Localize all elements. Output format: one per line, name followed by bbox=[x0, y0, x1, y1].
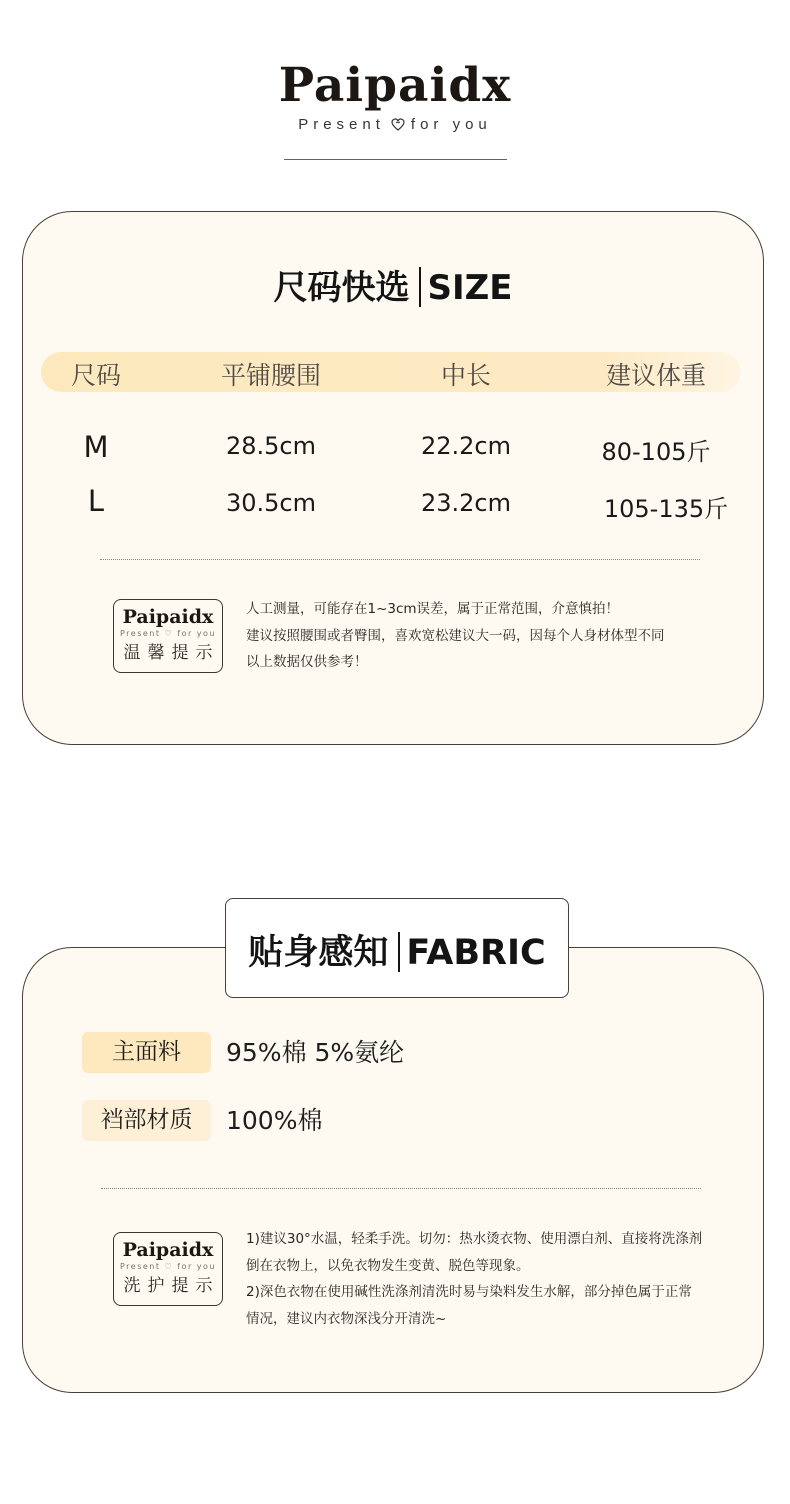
header-length: 中长 bbox=[440, 361, 491, 390]
size-title-en: SIZE bbox=[427, 268, 513, 308]
badge-label: 温馨提示 bbox=[123, 643, 220, 663]
care-notes bbox=[246, 1226, 702, 1332]
cuff-fabric-value: 100%棉 bbox=[226, 1106, 323, 1135]
title-separator bbox=[419, 267, 421, 307]
badge-label: 洗护提示 bbox=[123, 1276, 220, 1296]
fabric-title-en: FABRIC bbox=[406, 933, 546, 973]
fabric-title-cn: 贴身感知 bbox=[248, 933, 389, 973]
row-size: L bbox=[87, 484, 105, 518]
brand-tagline bbox=[0, 116, 790, 133]
tagline-present: Present bbox=[298, 116, 385, 133]
header-weight: 建议体重 bbox=[605, 361, 706, 390]
fabric-section-title bbox=[226, 925, 568, 975]
badge-brand: Paipaidx bbox=[122, 1239, 214, 1261]
note-line: 人工测量，可能存在1~3cm误差，属于正常范围，介意慎拍！ bbox=[246, 601, 620, 617]
size-title-cn: 尺码快选 bbox=[273, 268, 410, 308]
size-section-title bbox=[23, 260, 763, 309]
care-badge bbox=[113, 1232, 223, 1306]
main-fabric-value: 95%棉 5%氨纶 bbox=[226, 1038, 405, 1067]
row-weight: 105-135斤 bbox=[603, 495, 729, 523]
note-line: 情况，建议内衣物深浅分开清洗~ bbox=[246, 1310, 447, 1327]
row-waist: 28.5cm bbox=[225, 432, 316, 460]
note-line: 倒在衣物上，以免衣物发生变黄、脱色等现象。 bbox=[246, 1257, 530, 1274]
badge-tagline: Present ♡ for you bbox=[119, 629, 216, 638]
tips-badge bbox=[113, 599, 223, 673]
brand-logo: Paipaidx bbox=[278, 58, 512, 113]
row-length: 22.2cm bbox=[420, 432, 511, 460]
header-divider bbox=[284, 159, 507, 160]
size-table-header bbox=[41, 352, 741, 392]
tagline-for-you: for you bbox=[410, 116, 492, 133]
dotted-divider bbox=[101, 1188, 701, 1189]
note-line: 建议按照腰围或者臀围，喜欢宽松建议大一码，因每个人身材体型不同 bbox=[246, 627, 665, 644]
badge-tagline: Present ♡ for you bbox=[119, 1262, 216, 1271]
fabric-title-tab bbox=[225, 898, 569, 998]
fabric-card bbox=[22, 947, 764, 1393]
cuff-fabric-label: 裆部材质 bbox=[82, 1100, 211, 1141]
brand-header bbox=[0, 56, 790, 133]
badge-brand: Paipaidx bbox=[122, 606, 214, 628]
row-size: M bbox=[83, 430, 109, 464]
row-waist: 30.5cm bbox=[225, 489, 316, 517]
main-fabric-label: 主面料 bbox=[82, 1032, 211, 1073]
title-separator bbox=[398, 932, 400, 972]
dotted-divider bbox=[100, 559, 700, 560]
size-card bbox=[22, 211, 764, 745]
heart-doodle-icon bbox=[391, 118, 405, 131]
header-waist: 平铺腰围 bbox=[220, 361, 321, 390]
note-line: 以上数据仅供参考！ bbox=[246, 654, 368, 670]
row-weight: 80-105斤 bbox=[601, 438, 711, 466]
size-notes bbox=[246, 596, 665, 676]
note-line: 2)深色衣物在使用碱性洗涤剂清洗时易与染料发生水解，部分掉色属于正常 bbox=[246, 1284, 692, 1300]
row-length: 23.2cm bbox=[420, 489, 511, 517]
note-line: 1)建议30°水温，轻柔手洗。切勿：热水烫衣物、使用漂白剂、直接将洗涤剂 bbox=[246, 1231, 703, 1247]
header-size: 尺码 bbox=[70, 361, 121, 390]
